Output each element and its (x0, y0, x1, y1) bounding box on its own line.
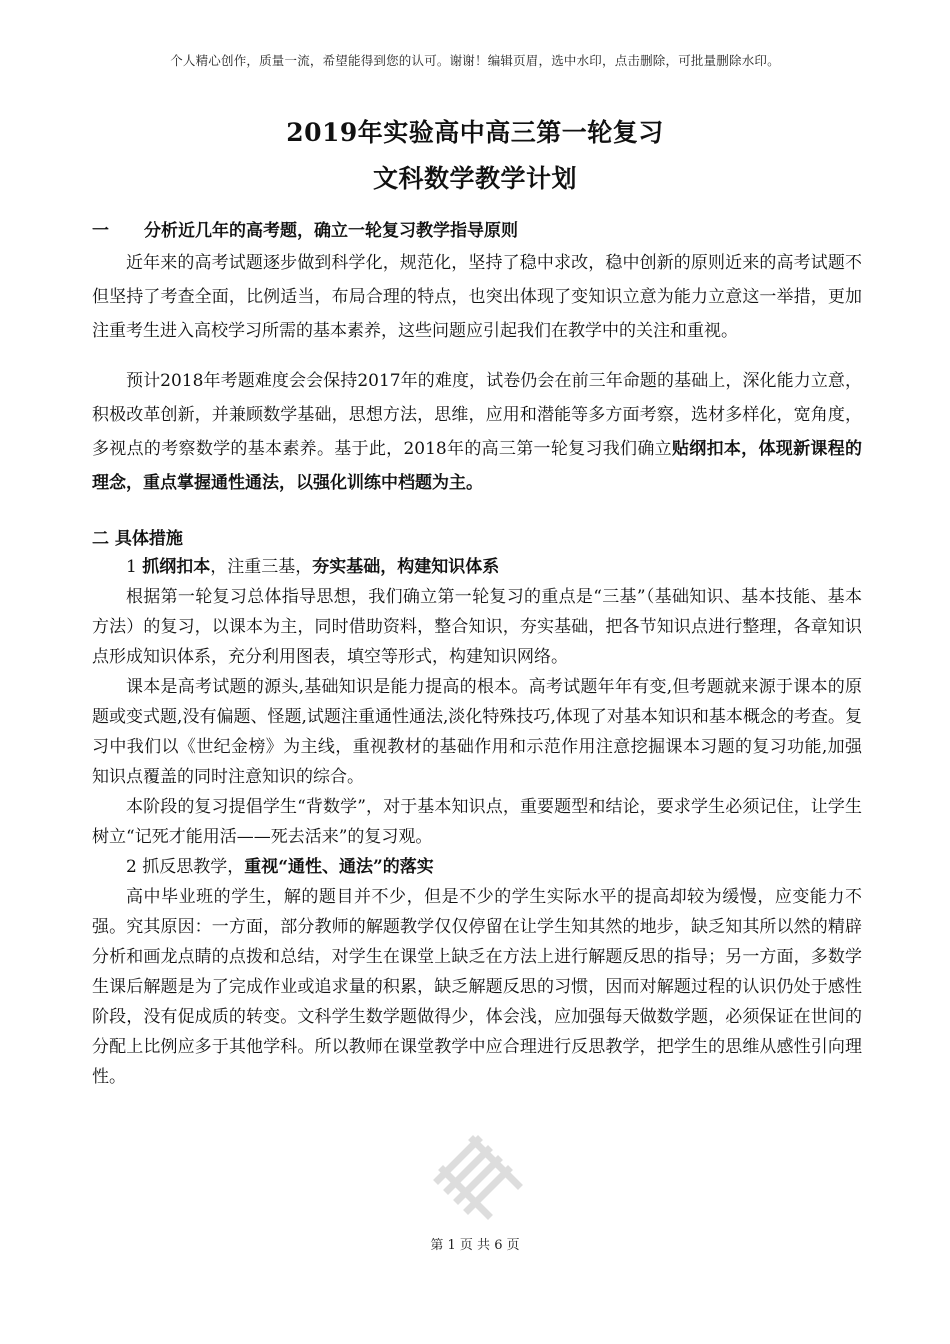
item2-paragraph-1: 高中毕业班的学生，解的题目并不少，但是不少的学生实际水平的提高却较为缓慢，应变能力不强。究其原因：一方面，部分教师的解题教学仅仅停留在让学生知其然的地步，缺乏知其所以然的精辟分析和画龙点睛的点拨和总结，对学生在课堂上缺乏在方法上进行解题反思的指导；另一方面，多数学生课后解题是为了完成作业或追求量的积累，缺乏解题反思的习惯，因而对解题过程的认识仍处于感性阶段，没有促成质的转变。文科学生数学题做得少，体会浅，应加强每天做数学题，必须保证在世间的分配上比例应多于其他学科。所以教师在课堂教学中应合理进行反思教学，把学生的思维从感性引向理性。 (92, 887, 862, 1087)
item1-plain: ，注重三基， (210, 557, 313, 577)
item1-paragraph-1: 根据第一轮复习总体指导思想，我们确立第一轮复习的重点是“三基”（基础知识、基本技能、基本方法）的复习，以课本为主，同时借助资料，整合知识，夯实基础，把各节知识点进行整理，各章知识点形成知识体系，充分利用图表，填空等形式，构建知识网络。 (92, 587, 862, 667)
page-number-footer: 第 1 页 共 6 页 (430, 1238, 520, 1253)
section1-paragraph-2-text: 预计2018年考题难度会会保持2017年的难度，试卷仍会在前三年命题的基础上，深化能力立意，积极改革创新，并兼顾数学基础，思想方法，思维，应用和潜能等多方面考察，选材多样化，宽角度，多视点的考察数学的基本素养。基于此，2018年的高三第一轮复习我们确立 (92, 371, 862, 459)
item1-paragraph-3: 本阶段的复习提倡学生“背数学”，对于基本知识点，重要题型和结论，要求学生必须记住，让学生树立“记死才能用活——死去活来”的复习观。 (92, 797, 862, 847)
item1-bold-b: 夯实基础，构建知识体系 (312, 557, 500, 577)
section1-title: 分析近几年的高考题，确立一轮复习教学指导原则 (144, 221, 518, 241)
section1-paragraph-1: 近年来的高考试题逐步做到科学化，规范化，坚持了稳中求改，稳中创新的原则近来的高考试题不但坚持了考查全面，比例适当，布局合理的特点，也突出体现了变知识立意为能力立意这一举措，更加注重考生进入高校学习所需的基本素养，这些问题应引起我们在教学中的关注和重视。 (92, 253, 862, 341)
section2-item2-heading (92, 852, 862, 882)
document-body (92, 218, 862, 1092)
section2-item1-heading (92, 552, 862, 582)
item1-paragraph-2: 课本是高考试题的源头,基础知识是能力提高的根本。高考试题年年有变,但考题就来源于课本的原题或变式题,没有偏题、怪题,试题注重通性通法,淡化特殊技巧,体现了对基本知识和基本概念的考查。复习中我们以《世纪金榜》为主线，重视教材的基础作用和示范作用注意挖掘课本习题的复习功能,加强知识点覆盖的同时注意知识的综合。 (92, 677, 862, 787)
item2-bold: 重视“通性、通法”的落实 (244, 857, 434, 877)
item2-number: 2 (126, 857, 143, 877)
header-note: 个人精心创作，质量一流，希望能得到您的认可。谢谢！编辑页眉，选中水印，点击删除，可批量删除水印。 (170, 53, 780, 68)
section1-paragraph-2 (92, 364, 862, 500)
item2-plain: 抓反思教学， (142, 857, 245, 877)
section1-number: 一 (92, 221, 109, 241)
document-title: 2019年实验高中高三第一轮复习 (286, 118, 664, 147)
document-subtitle: 文科数学教学计划 (372, 164, 577, 193)
section1-heading (92, 218, 862, 244)
item1-number: 1 (126, 557, 143, 577)
watermark-stamp (418, 1120, 538, 1230)
section2-heading: 二 具体措施 (92, 529, 183, 549)
section1-paragraph-2-emphasis: 贴纲扣本，体现新课程的理念，重点掌握通性通法，以强化训练中档题为主。 (92, 439, 863, 493)
item1-bold-a: 抓纲扣本 (142, 557, 211, 577)
